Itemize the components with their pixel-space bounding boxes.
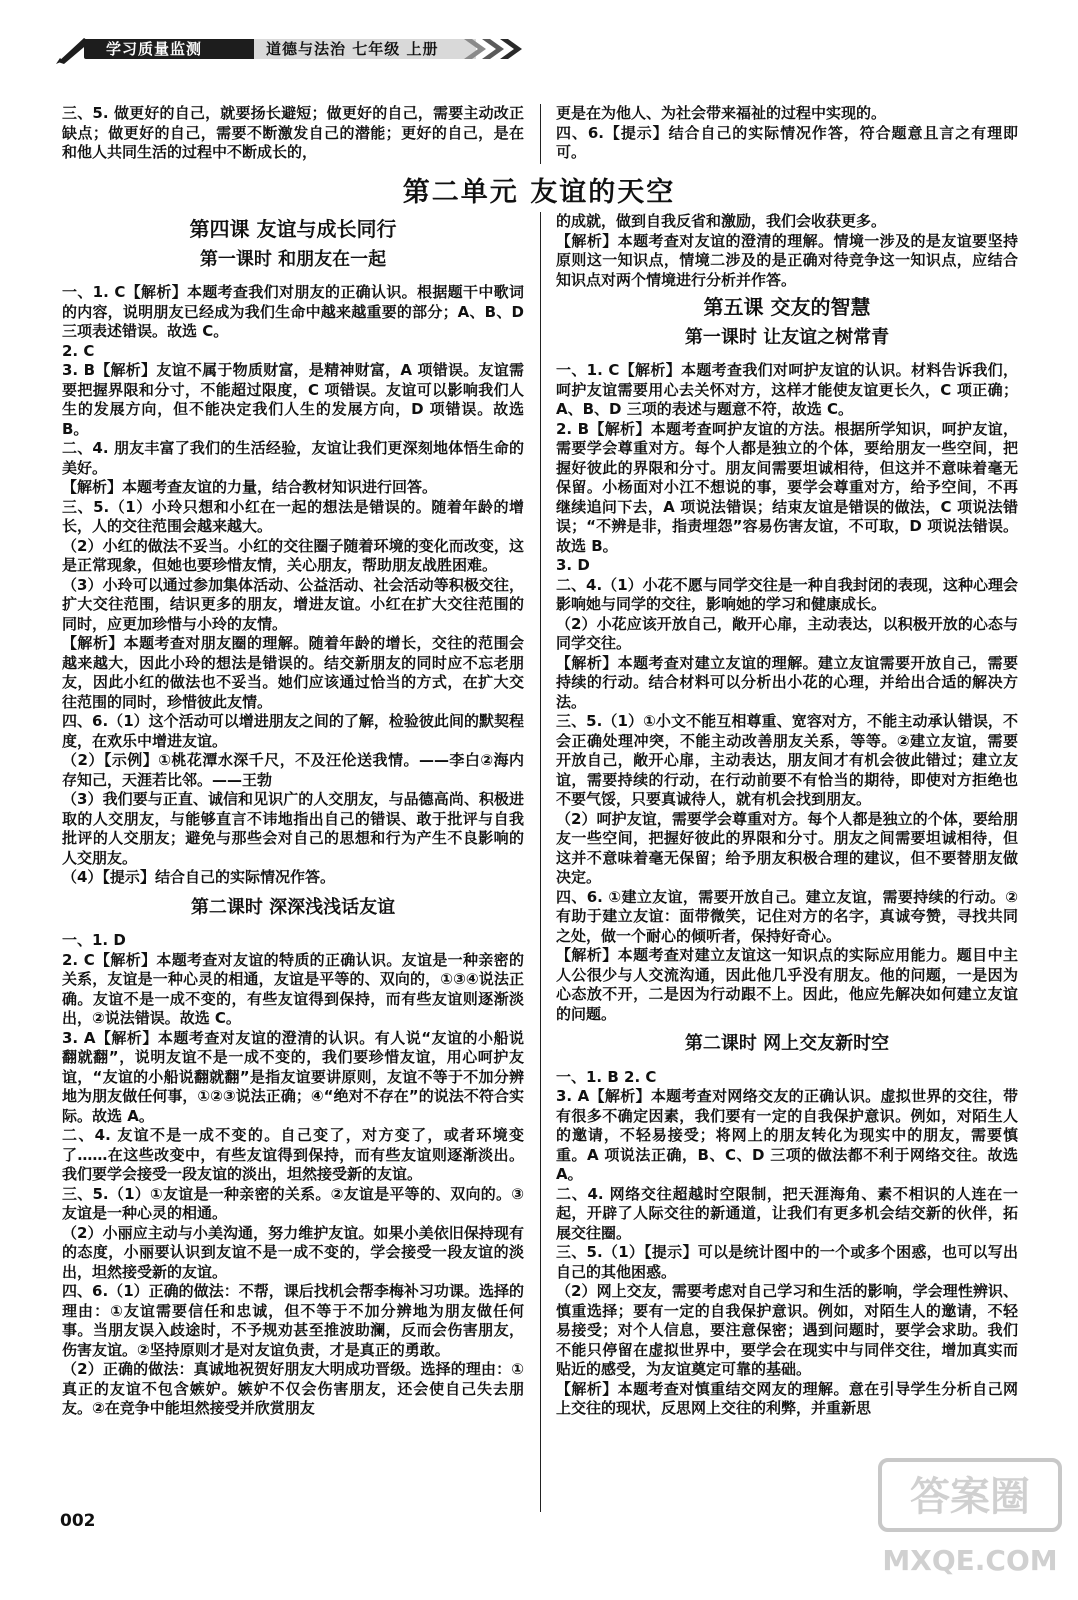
top-left-block xyxy=(62,104,524,163)
answer-paragraph: 3. A【解析】本题考查对友谊的澄清的认识。有人说“友谊的小船说翻就翻”，说明友谊不是一成不变的，我们要珍惜友谊，用心呵护友谊，“友谊的小船说翻就翻”是指友谊要讲原则，友谊不等于不加分辨地为朋友做任何事，①②③说法正确；④“绝对不存在”的说法不符合实际。故选 A。 xyxy=(62,1028,524,1125)
answer-paragraph: 【解析】本题考查对建立友谊这一知识点的实际应用能力。题目中主人公很少与人交流沟通，因此他几乎没有朋友。他的问题，一是因为心态放不开，二是因为行动跟不上。因此，他应先解决如何建立友谊的问题。 xyxy=(556,946,1018,1023)
series-label: 学习质量监测 xyxy=(84,39,276,59)
answer-paragraph: 2. B【解析】本题考查呵护友谊的方法。根据所学知识，呵护友谊，需要学会尊重对方。每个人都是独立的个体，要给朋友一些空间，把握好彼此的界限和分寸。朋友间需要坦诚相待，但这并不意味着毫无保留。小杨面对小江不想说的事，要学会尊重对方，给予空间，不再继续追问下去，A 项说法错误；结束友谊是错误的做法，C 项说法错误；“不辨是非，指责埋怨”容易伤害友谊，不可取，D 项说法错误。故选 B。 xyxy=(556,419,1018,555)
watermark-logo xyxy=(870,1440,1070,1590)
answer-paragraph: （2）呵护友谊，需要学会尊重对方。每个人都是独立的个体，要给朋友一些空间，把握好彼此的界限和分寸。朋友之间需要坦诚相待，但这并不意味着毫无保留；给予朋友积极合理的建议，但不要替朋友做决定。 xyxy=(556,809,1018,886)
answer-paragraph: 的成就，做到自我反省和激励，我们会收获更多。 xyxy=(556,212,887,230)
lesson-title: 第四课 友谊与成长同行 xyxy=(189,217,397,241)
answer-paragraph: 三、5.（1）【提示】可以是统计图中的一个或多个困惑，也可以写出自己的其他困惑。 xyxy=(556,1243,1018,1281)
answer-paragraph: 3. A【解析】本题考查对网络交友的正确认识。虚拟世界的交往，带有很多不确定因素，我们要有一定的自我保护意识。例如，对陌生人的邀请，不轻易接受；将网上的朋友转化为现实中的朋友，需要慎重。A 项说法正确，B、C、D 三项的做法都不利于网络交往。故选 A。 xyxy=(556,1087,1018,1183)
answer-paragraph: 3. D xyxy=(556,556,590,574)
left-column xyxy=(62,212,524,1419)
paragraph: 四、6.【提示】结合自己的实际情况作答，符合题意且言之有理即可。 xyxy=(556,123,1018,161)
answer-paragraph: 一、1. C【解析】本题考查我们对朋友的正确认识。根据题干中歌词的内容，说明朋友已经成为我们生命中越来越重要的部分；A、B、D 三项表述错误。故选 C。 xyxy=(62,283,524,340)
answer-paragraph: 一、1. D xyxy=(62,931,126,949)
answer-paragraph: （3）我们要与正直、诚信和见识广的人交朋友，与品德高尚、积极进取的人交朋友，与能够直言不讳地指出自己的错误、敢于批评与自我批评的人交朋友；避免与那些会对自己的思想和行为产生不良影响的人交朋友。 xyxy=(62,790,524,867)
answer-paragraph: 二、4. 网络交往超越时空限制，把天涯海角、素不相识的人连在一起，开辟了人际交往的新通道，让我们有更多机会结交新的伙伴，拓展交往圈。 xyxy=(556,1184,1018,1242)
session-title: 第二课时 网上交友新时空 xyxy=(684,1033,890,1054)
page-number: 002 xyxy=(60,1511,96,1531)
answer-paragraph: 2. C【解析】本题考查对友谊的特质的正确认识。友谊是一种亲密的关系，友谊是一种心灵的相通，友谊是平等的、双向的，①③④说法正确。友谊不是一成不变的，有些友谊得到保持，而有些友谊则逐渐淡出，②说法错误。故选 C。 xyxy=(62,950,524,1027)
paragraph: 三、5. 做更好的自己，就要扬长避短；做更好的自己，需要主动改正缺点；做更好的自己，需要不断激发自己的潜能；更好的自己，是在和他人共同生活的过程中不断成长的， xyxy=(62,104,524,161)
session-title: 第二课时 深深浅浅话友谊 xyxy=(190,896,396,918)
svg-text:答案圈: 答案圈 xyxy=(910,1474,1030,1520)
answer-paragraph: 一、1. B 2. C xyxy=(556,1067,657,1086)
chevron-arrows-icon xyxy=(464,37,544,61)
lesson-title: 第五课 交友的智慧 xyxy=(703,295,871,319)
answer-paragraph: 3. B【解析】友谊不属于物质财富，是精神财富，A 项错误。友谊需要把握界限和分寸，不能超过限度，C 项错误。友谊可以影响我们人生的发展方向，但不能决定我们人生的发展方向，D 项错误。故选 B。 xyxy=(62,361,524,438)
answer-paragraph: 【解析】本题考查对友谊的澄清的理解。情境一涉及的是友谊要坚持原则这一知识点，情境二涉及的是正确对待竞争这一知识点，应结合知识点对两个情境进行分析并作答。 xyxy=(556,231,1018,289)
answer-paragraph: 三、5.（1）①友谊是一种亲密的关系。②友谊是平等的、双向的。③友谊是一种心灵的相通。 xyxy=(62,1184,524,1222)
answer-paragraph: 二、4. 朋友丰富了我们的生活经验，友谊让我们更深刻地体悟生命的美好。 xyxy=(62,439,524,477)
answer-paragraph: （2）小丽应主动与小美沟通，努力维护友谊。如果小美依旧保持现有的态度，小丽要认识到友谊不是一成不变的，学会接受一段友谊的淡出，坦然接受新的友谊。 xyxy=(62,1223,524,1281)
answer-paragraph: （2）【示例】①桃花潭水深千尺，不及汪伦送我情。——李白②海内存知己，天涯若比邻。——王勃 xyxy=(62,751,524,789)
answer-paragraph: 【解析】本题考查友谊的力量，结合教材知识进行回答。 xyxy=(62,478,438,496)
answer-paragraph: 四、6.（1）这个活动可以增进朋友之间的了解，检验彼此间的默契程度，在欢乐中增进友谊。 xyxy=(62,712,524,750)
answer-paragraph: 二、4. 友谊不是一成不变的。自己变了，对方变了，或者环境变了……在这些改变中，有些友谊得到保持，而有些友谊则逐渐淡出。我们要学会接受一段友谊的淡出，坦然接受新的友谊。 xyxy=(62,1126,524,1183)
column-divider xyxy=(540,104,541,164)
answer-paragraph: 四、6. ①建立友谊，需要开放自己。建立友谊，需要持续的行动。②有助于建立友谊：面带微笑，记住对方的名字，真诚夸赞，寻找共同之处，做一个耐心的倾听者，保持好奇心。 xyxy=(556,887,1018,945)
answer-paragraph: 三、5.（1）小玲只想和小红在一起的想法是错误的。随着年龄的增长，人的交往范围会越来越大。 xyxy=(62,497,524,535)
session-title: 第一课时 和朋友在一起 xyxy=(199,248,387,270)
answer-paragraph: （2）小红的做法不妥当。小红的交往圈子随着环境的变化而改变，这是正常现象，但她也要珍惜友情，关心朋友，帮助朋友战胜困难。 xyxy=(62,536,524,574)
answer-paragraph: （3）小玲可以通过参加集体活动、公益活动、社会活动等积极交往，扩大交往范围，结识更多的朋友，增进友谊。小红在扩大交往范围的同时，应更加珍惜与小玲的友情。 xyxy=(62,575,524,633)
answer-paragraph: 二、4.（1）小花不愿与同学交往是一种自我封闭的表现，这种心理会影响她与同学的交往，影响她的学习和健康成长。 xyxy=(556,575,1018,613)
unit-title: 第二单元 友谊的天空 xyxy=(402,177,676,208)
answer-paragraph: 三、5.（1）①小文不能互相尊重、宽容对方，不能主动承认错误，不会正确处理冲突，不能主动改善朋友关系，等等。②建立友谊，需要开放自己，敞开心扉，主动表达，朋友间才有机会彼此错过；建立友谊，需要持续的行动，在行动前要不有恰当的期待，即使对方拒绝也不要气馁，只要真诚待人，就有机会找到朋友。 xyxy=(556,712,1018,808)
session-title: 第一课时 让友谊之树常青 xyxy=(684,326,890,348)
answer-paragraph: 四、6.（1）正确的做法：不帮，课后找机会帮李梅补习功课。选择的理由：①友谊需要信任和忠诚，但不等于不加分辨地为朋友做任何事。当朋友误入歧途时，不予规劝甚至推波助澜，反而会伤害朋友，伤害友谊。②坚持原则才是对友谊负责，才是真正的勇敢。 xyxy=(62,1282,524,1359)
answer-paragraph: 一、1. C【解析】本题考查我们对呵护友谊的认识。材料告诉我们，呵护友谊需要用心去关怀对方，这样才能使友谊更长久，C 项正确；A、B、D 三项的表述与题意不符，故选 C。 xyxy=(556,361,1018,418)
page-header xyxy=(54,34,504,64)
answer-paragraph: 2. C xyxy=(62,341,95,360)
answer-paragraph: （2）网上交友，需要考虑对自己学习和生活的影响，学会理性辨识、慎重选择；要有一定的自我保护意识。例如，对陌生人的邀请，不轻易接受；对个人信息，要注意保密；遇到问题时，要学会求助。我们不能只停留在虚拟世界中，要学会在现实中与同伴交往，增加真实而贴近的感受，为友谊奠定可靠的基础。 xyxy=(556,1282,1018,1378)
svg-text:MXQE.COM: MXQE.COM xyxy=(882,1544,1058,1577)
top-right-block xyxy=(556,104,1018,163)
subject-label: 道德与法治 七年级 上册 xyxy=(254,39,476,59)
answer-paragraph: （4）【提示】结合自己的实际情况作答。 xyxy=(62,868,335,886)
answer-paragraph: 【解析】本题考查对建立友谊的理解。建立友谊需要开放自己，需要持续的行动。结合材料可以分析出小花的心理，并给出合适的解决方法。 xyxy=(556,653,1018,711)
answer-paragraph: 【解析】本题考查对朋友圈的理解。随着年龄的增长，交往的范围会越来越大，因此小玲的想法是错误的。结交新朋友的同时应不忘老朋友，因此小红的做法也不妥当。她们应该通过恰当的方式，在扩大交往范围的同时，珍惜彼此友情。 xyxy=(62,634,524,711)
column-divider xyxy=(540,212,541,1512)
answer-paragraph: （2）小花应该开放自己，敞开心扉，主动表达，以积极开放的心态与同学交往。 xyxy=(556,614,1018,652)
answer-paragraph: 【解析】本题考查对慎重结交网友的理解。意在引导学生分析自己网上交往的现状，反思网上交往的利弊，并重新思 xyxy=(556,1379,1018,1417)
right-column xyxy=(556,212,1018,1419)
answer-paragraph: （2）正确的做法：真诚地祝贺好朋友大明成功晋级。选择的理由：①真正的友谊不包含嫉妒。嫉妒不仅会伤害朋友，还会使自己失去朋友。②在竞争中能坦然接受并欣赏朋友 xyxy=(62,1360,524,1417)
paragraph: 更是在为他人、为社会带来福祉的过程中实现的。 xyxy=(556,104,887,122)
